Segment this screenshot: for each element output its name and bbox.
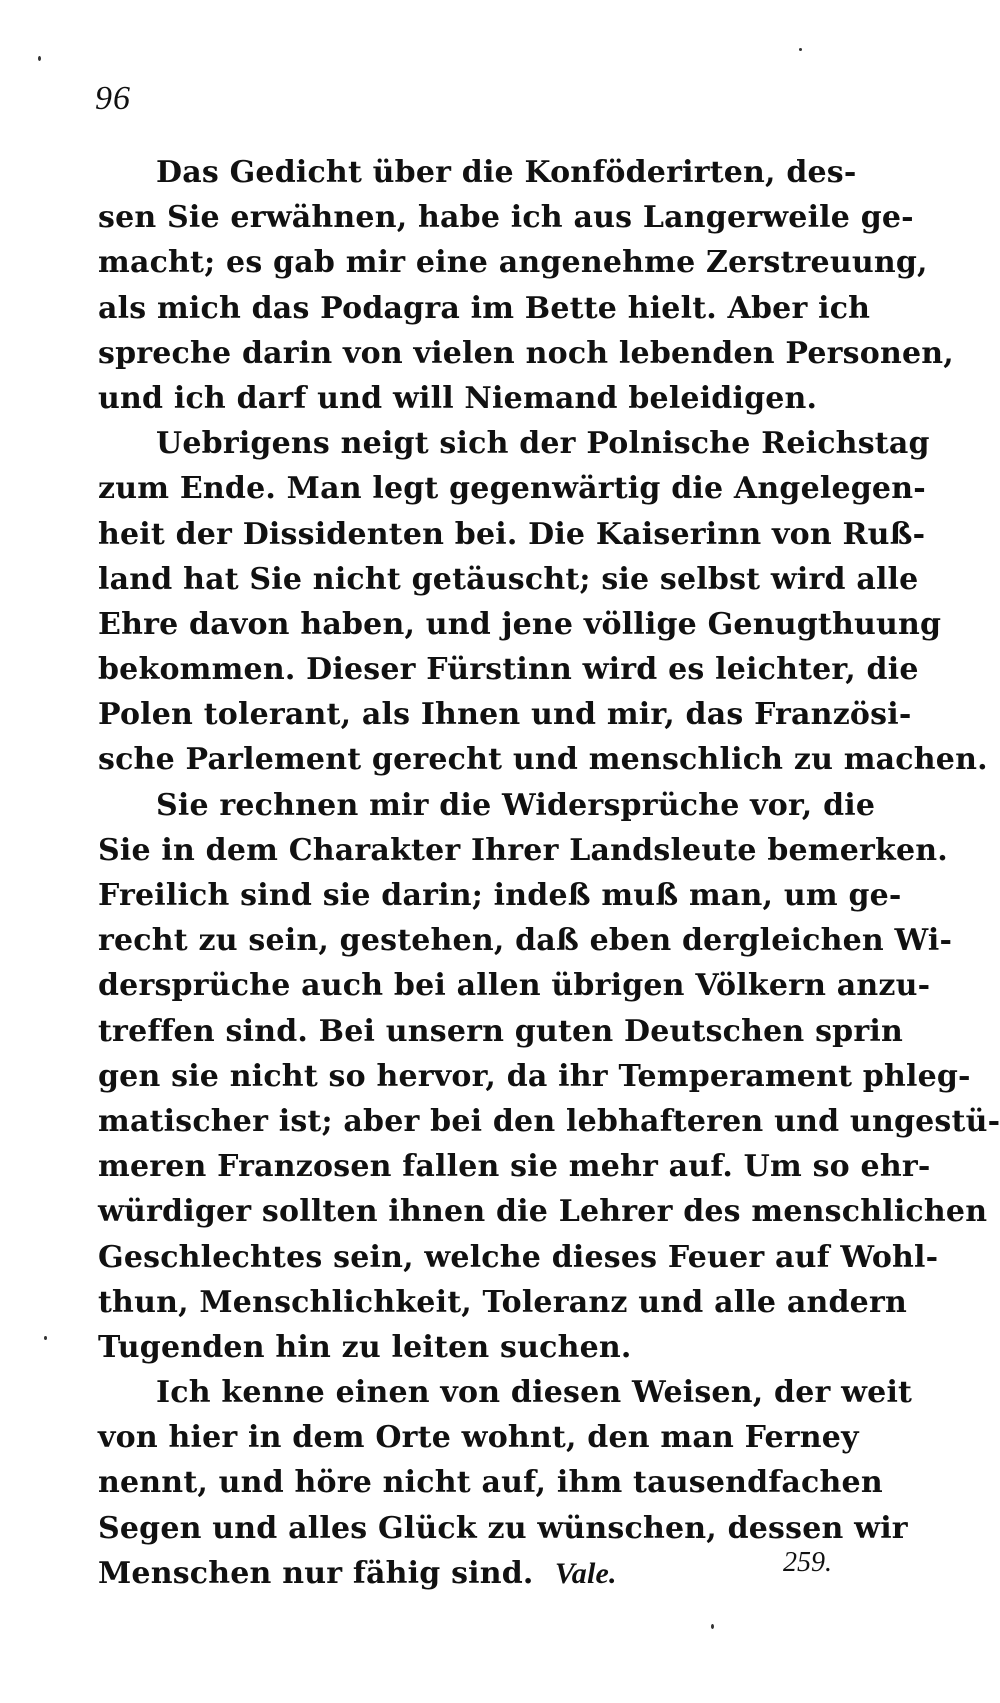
text-line: heit der Dissidenten bei. Die Kaiserinn von Ruß- bbox=[98, 516, 926, 552]
text-line: gen sie nicht so hervor, da ihr Temperament phleg- bbox=[98, 1058, 971, 1094]
text-line: Geschlechtes sein, welche dieses Feuer auf Wohl- bbox=[98, 1239, 939, 1275]
text-line: treffen sind. Bei unsern guten Deutschen sprin bbox=[98, 1013, 903, 1049]
text-line: bekommen. Dieser Fürstinn wird es leichter, die bbox=[98, 652, 919, 688]
letter-number: 259. bbox=[783, 1547, 832, 1578]
text-line: von hier in dem Orte wohnt, den man Ferney bbox=[98, 1420, 859, 1456]
text-line: Das Gedicht über die Konföderirten, des- bbox=[156, 155, 857, 190]
closing-line bbox=[98, 1551, 833, 1596]
text-line: meren Franzosen fallen sie mehr auf. Um so ehr- bbox=[98, 1149, 931, 1185]
body-text bbox=[98, 150, 1000, 1596]
ink-speck bbox=[38, 56, 41, 61]
ink-speck bbox=[711, 1624, 714, 1629]
text-line: Segen und alles Glück zu wünschen, dessen wir bbox=[98, 1510, 908, 1546]
text-line: Ich kenne einen von diesen Weisen, der weit bbox=[156, 1375, 913, 1411]
paragraph bbox=[98, 150, 954, 421]
text-line: zum Ende. Man legt gegenwärtig die Angelegen- bbox=[98, 471, 926, 507]
text-line: matischer ist; aber bei den lebhafteren und ungestü- bbox=[98, 1103, 1000, 1139]
text-line: recht zu sein, gestehen, daß eben dergleichen Wi- bbox=[98, 923, 953, 959]
text-line: Sie rechnen mir die Widersprüche vor, die bbox=[156, 787, 876, 823]
text-line: und ich darf und will Niemand beleidigen. bbox=[98, 380, 818, 416]
closing-word: Vale. bbox=[554, 1556, 617, 1590]
text-line: Sie in dem Charakter Ihrer Landsleute bemerken. bbox=[98, 832, 948, 868]
paragraph bbox=[98, 421, 988, 783]
text-line: sche Parlement gerecht und menschlich zu machen. bbox=[98, 742, 988, 778]
ink-speck bbox=[44, 1336, 47, 1340]
ink-speck bbox=[799, 48, 802, 51]
text-line: macht; es gab mir eine angenehme Zerstreuung, bbox=[98, 245, 928, 281]
text-line: würdiger sollten ihnen die Lehrer des menschlichen bbox=[98, 1194, 988, 1230]
text-line: Uebrigens neigt sich der Polnische Reichstag bbox=[156, 426, 930, 462]
text-line: dersprüche auch bei allen übrigen Völkern anzu- bbox=[98, 968, 931, 1004]
paragraph bbox=[98, 783, 1000, 1370]
text-line: land hat Sie nicht getäuscht; sie selbst wird alle bbox=[98, 561, 919, 597]
text-line: nennt, und höre nicht auf, ihm tausendfachen bbox=[98, 1465, 883, 1501]
closing-text: Menschen nur fähig sind. bbox=[98, 1555, 534, 1591]
text-line: Ehre davon haben, und jene völlige Genugthuung bbox=[98, 606, 942, 642]
text-line: Polen tolerant, als Ihnen und mir, das Französi- bbox=[98, 697, 912, 733]
text-line: spreche darin von vielen noch lebenden Personen, bbox=[98, 335, 954, 371]
text-line: als mich das Podagra im Bette hielt. Aber ich bbox=[98, 290, 871, 326]
text-line: Freilich sind sie darin; indeß muß man, um ge- bbox=[98, 878, 902, 913]
text-line: thun, Menschlichkeit, Toleranz und alle andern bbox=[98, 1284, 907, 1320]
text-line: Tugenden hin zu leiten suchen. bbox=[98, 1329, 632, 1365]
paragraph bbox=[98, 1370, 913, 1596]
page-number: 96 bbox=[95, 80, 131, 117]
text-line: sen Sie erwähnen, habe ich aus Langerweile ge- bbox=[98, 200, 914, 236]
